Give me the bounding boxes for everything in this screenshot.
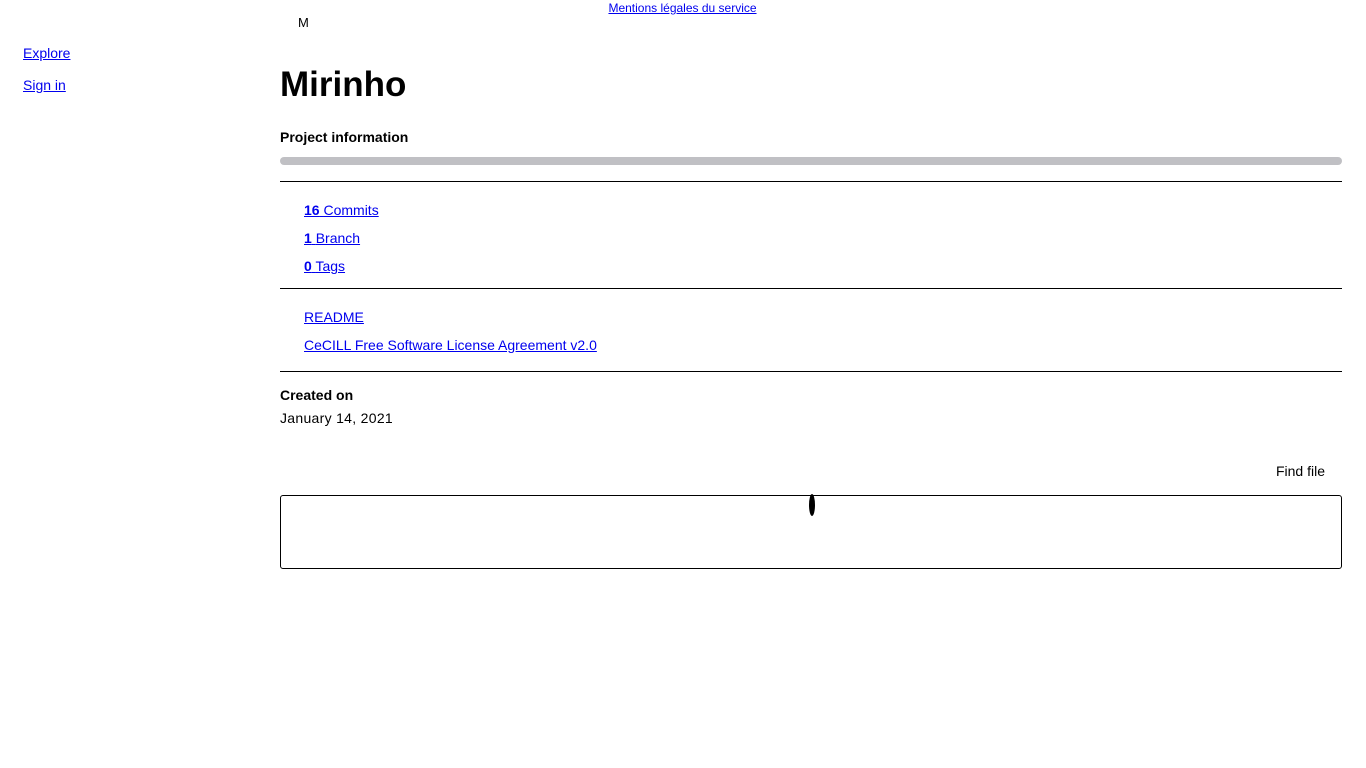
sidebar-item-explore[interactable]: Explore: [23, 45, 71, 61]
commits-link[interactable]: [304, 196, 1342, 224]
loading-spinner-icon: [809, 494, 815, 516]
branch-count: 1: [304, 230, 312, 246]
legal-banner: [0, 1, 1366, 15]
commits-label: Commits: [323, 202, 379, 218]
divider: [280, 371, 1342, 372]
tags-label: Tags: [315, 258, 346, 274]
sidebar-item-sign-in[interactable]: Sign in: [23, 77, 66, 93]
project-stats: [280, 182, 1342, 288]
project-docs: [280, 289, 1342, 371]
file-toolbar: [280, 463, 1342, 483]
legal-notice-link[interactable]: Mentions légales du service: [608, 1, 757, 15]
branch-label: Branch: [315, 230, 361, 246]
readme-link[interactable]: README: [304, 309, 364, 325]
page-title: Mirinho: [280, 65, 407, 104]
created-on-label: Created on: [280, 387, 354, 403]
license-link[interactable]: CeCILL Free Software License Agreement v2.0: [304, 337, 597, 353]
project-avatar: M: [298, 15, 309, 30]
file-tree-container: [280, 495, 1342, 569]
commits-count: 16: [304, 202, 320, 218]
tags-count: 0: [304, 258, 312, 274]
main-content: [280, 62, 1342, 569]
created-on-date: January 14, 2021: [280, 410, 393, 426]
branch-link[interactable]: [304, 224, 1342, 252]
project-info-heading: Project information: [280, 129, 409, 145]
find-file-button[interactable]: Find file: [1275, 463, 1325, 479]
tags-link[interactable]: [304, 252, 1342, 280]
sidebar: [23, 45, 70, 109]
language-bar: [280, 157, 1342, 165]
